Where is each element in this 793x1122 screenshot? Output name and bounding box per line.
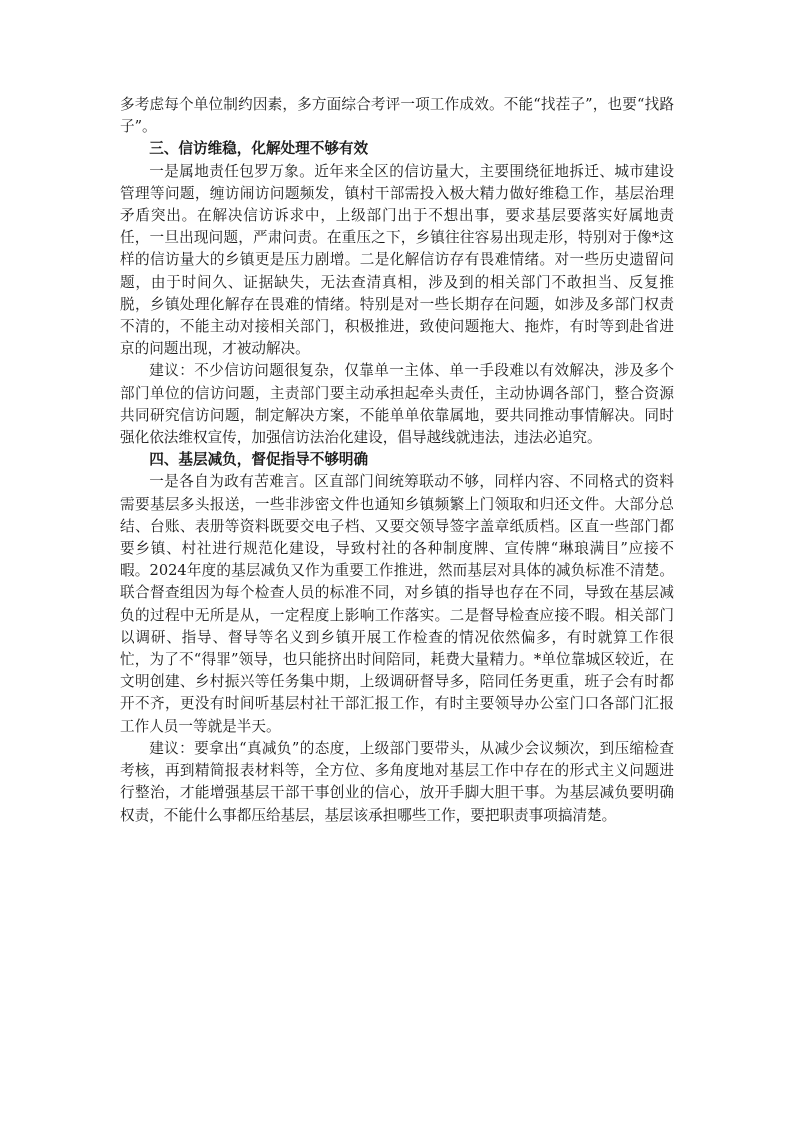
section-heading-burden: 四、基层减负，督促指导不够明确 xyxy=(149,451,369,469)
continuation-paragraph: 多考虑每个单位制约因素，多方面综合考评一项工作成效。不能“找茬子”，也要“找路子”。 xyxy=(120,96,674,136)
suggestion-paragraph: 建议：要拿出“真减负”的态度，上级部门要带头，从减少会议频次，到压缩检查考核，再到精简报表材料等，全方位、多角度地对基层工作中存在的形式主义问题进行整治，才能增强基层干部干事创业的信心，放开手脚大胆干事。为基层减负要明确权责，不能什么事都压给基层，基层该承担哪些工作，要把职责事项搞清楚。 xyxy=(120,739,674,824)
body-paragraph: 一是各自为政有苦难言。区直部门间统筹联动不够，同样内容、不同格式的资料需要基层多头报送，一些非涉密文件也通知乡镇频繁上门领取和归还文件。大部分总结、台账、表册等资料既要交电子档、又要交领导签字盖章纸质档。区直一些部门都要乡镇、村社进行规范化建设，导致村社的各种制度牌、宣传牌“琳琅满目”应接不暇。2024年度的基层减负又作为重要工作推进，然而基层对具体的减负标准不清楚。联合督查组因为每个检查人员的标准不同，对乡镇的指导也存在不同，导致在基层减负的过程中无所是从，一定程度上影响工作落实。二是督导检查应接不暇。相关部门以调研、指导、督导等名义到乡镇开展工作检查的情况依然偏多，有时就算工作很忙，为了不“得罪”领导，也只能挤出时间陪同，耗费大量精力。*单位靠城区较近，在文明创建、乡村振兴等任务集中期，上级调研督导多，陪同任务更重，班子会有时都开不齐，更没有时间听基层村社干部汇报工作，有时主要领导办公室门口各部门汇报工作人员一等就是半天。 xyxy=(120,473,674,735)
section-heading-petition: 三、信访维稳，化解处理不够有效 xyxy=(149,140,369,158)
document-page xyxy=(120,94,674,827)
suggestion-paragraph: 建议：不少信访问题很复杂，仅靠单一主体、单一手段难以有效解决，涉及多个部门单位的信访问题，主责部门要主动承担起牵头责任，主动协调各部门，整合资源共同研究信访问题，制定解决方案，不能单单依靠属地，要共同推动事情解决。同时强化依法维权宣传，加强信访法治化建设，倡导越线就违法，违法必追究。 xyxy=(120,362,674,447)
body-paragraph: 一是属地责任包罗万象。近年来全区的信访量大，主要围绕征地拆迁、城市建设管理等问题，缠访闹访问题频发，镇村干部需投入极大精力做好维稳工作，基层治理矛盾突出。在解决信访诉求中，上级部门出于不想出事，要求基层要落实好属地责任，一旦出现问题，严肃问责。在重压之下，乡镇往往容易出现走形，特别对于像*这样的信访量大的乡镇更是压力剧增。二是化解信访存有畏难情绪。对一些历史遗留问题，由于时间久、证据缺失，无法查清真相，涉及到的相关部门不敢担当、反复推脱，乡镇处理化解存在畏难的情绪。特别是对一些长期存在问题，如涉及多部门权责不清的，不能主动对接相关部门，积极推进，致使问题拖大、拖炸，有时等到赴省进京的问题出现，才被动解决。 xyxy=(120,162,674,358)
